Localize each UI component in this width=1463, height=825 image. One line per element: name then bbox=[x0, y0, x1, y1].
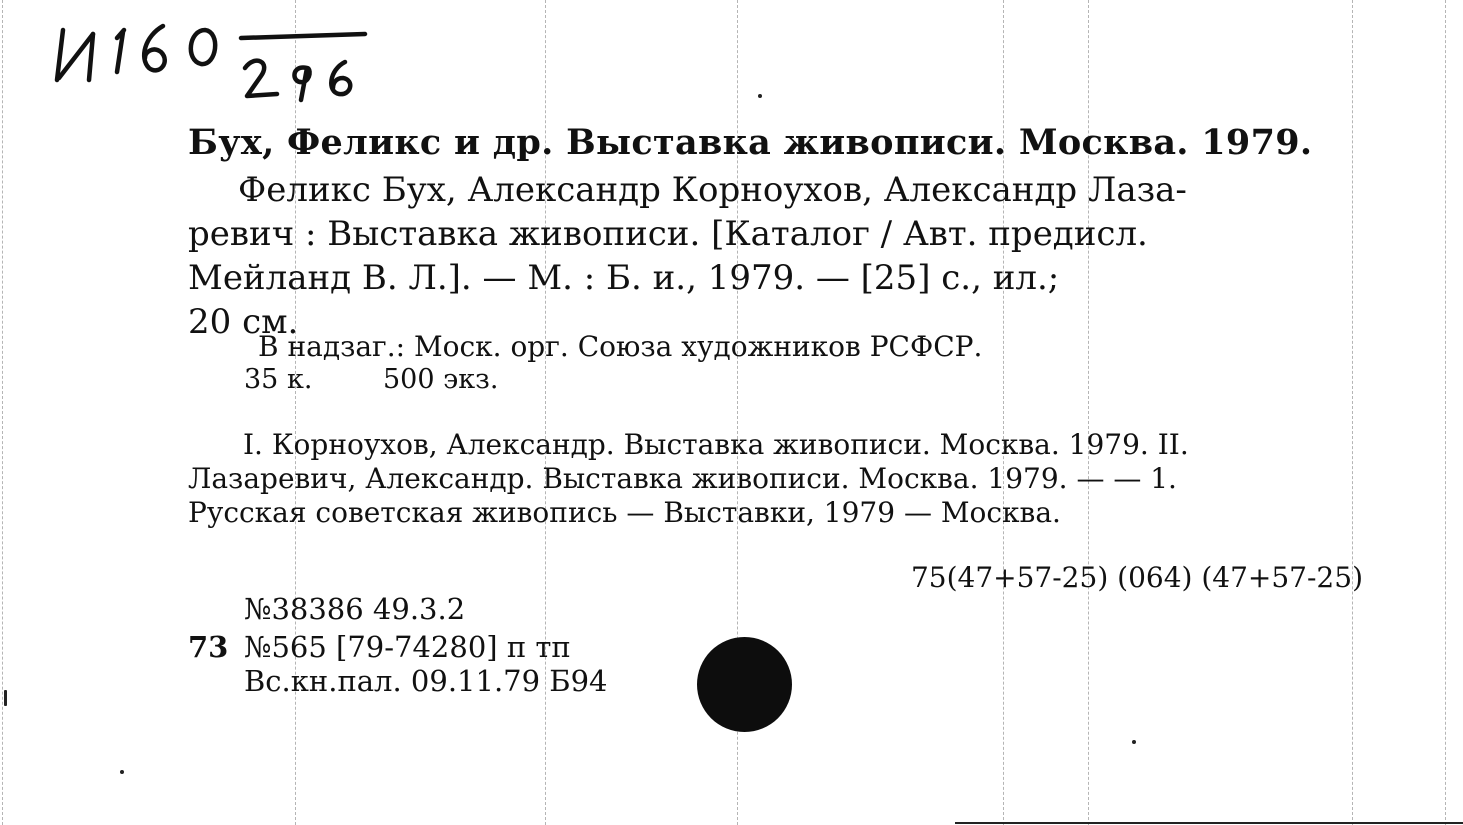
scan-line bbox=[2, 0, 3, 825]
tracing-line: I. Корноухов, Александр. Выставка живописи. Москва. 1979. II. bbox=[243, 428, 1189, 461]
ink-speck bbox=[4, 690, 7, 706]
card-heading: Бух, Феликс и др. Выставка живописи. Москва. 1979. bbox=[188, 122, 1313, 163]
classification-index: 75(47+57-25) (064) (47+57-25) bbox=[910, 561, 1363, 594]
card-number: №565 [79-74280] п тп bbox=[244, 630, 571, 664]
description-line: 20 см. bbox=[188, 302, 299, 342]
ink-speck bbox=[1132, 740, 1136, 744]
registration-number: №38386 49.3.2 bbox=[244, 592, 466, 626]
handwritten-shelfmark bbox=[45, 8, 385, 118]
scan-line bbox=[1445, 0, 1446, 825]
description-line: Феликс Бух, Александр Корноухов, Александр Лаза- bbox=[238, 170, 1187, 210]
handwritten-shelfmark-drawing bbox=[45, 8, 385, 118]
price: 35 к. bbox=[244, 364, 313, 395]
registration-prefix: 73 bbox=[188, 630, 229, 664]
ink-speck bbox=[120, 770, 124, 774]
punch-hole bbox=[697, 637, 792, 732]
description-line: ревич : Выставка живописи. [Каталог / Авт. предисл. bbox=[188, 214, 1148, 254]
tracings bbox=[188, 428, 1368, 530]
print-run: 500 экз. bbox=[383, 364, 499, 395]
title-note: В надзаг.: Моск. орг. Союза художников РСФСР. bbox=[258, 330, 983, 363]
tracing-line: Русская советская живопись — Выставки, 1979 — Москва. bbox=[188, 496, 1061, 529]
card-edge-line bbox=[955, 822, 1463, 824]
tracing-line: Лазаревич, Александр. Выставка живописи. Москва. 1979. — — 1. bbox=[188, 462, 1177, 495]
chamber-stamp: Вс.кн.пал. 09.11.79 Б94 bbox=[244, 664, 608, 698]
bibliographic-description bbox=[188, 168, 1368, 344]
scan-line bbox=[1352, 0, 1353, 825]
ink-speck bbox=[758, 94, 762, 98]
description-line: Мейланд В. Л.]. — М. : Б. и., 1979. — [25] с., ил.; bbox=[188, 258, 1060, 298]
